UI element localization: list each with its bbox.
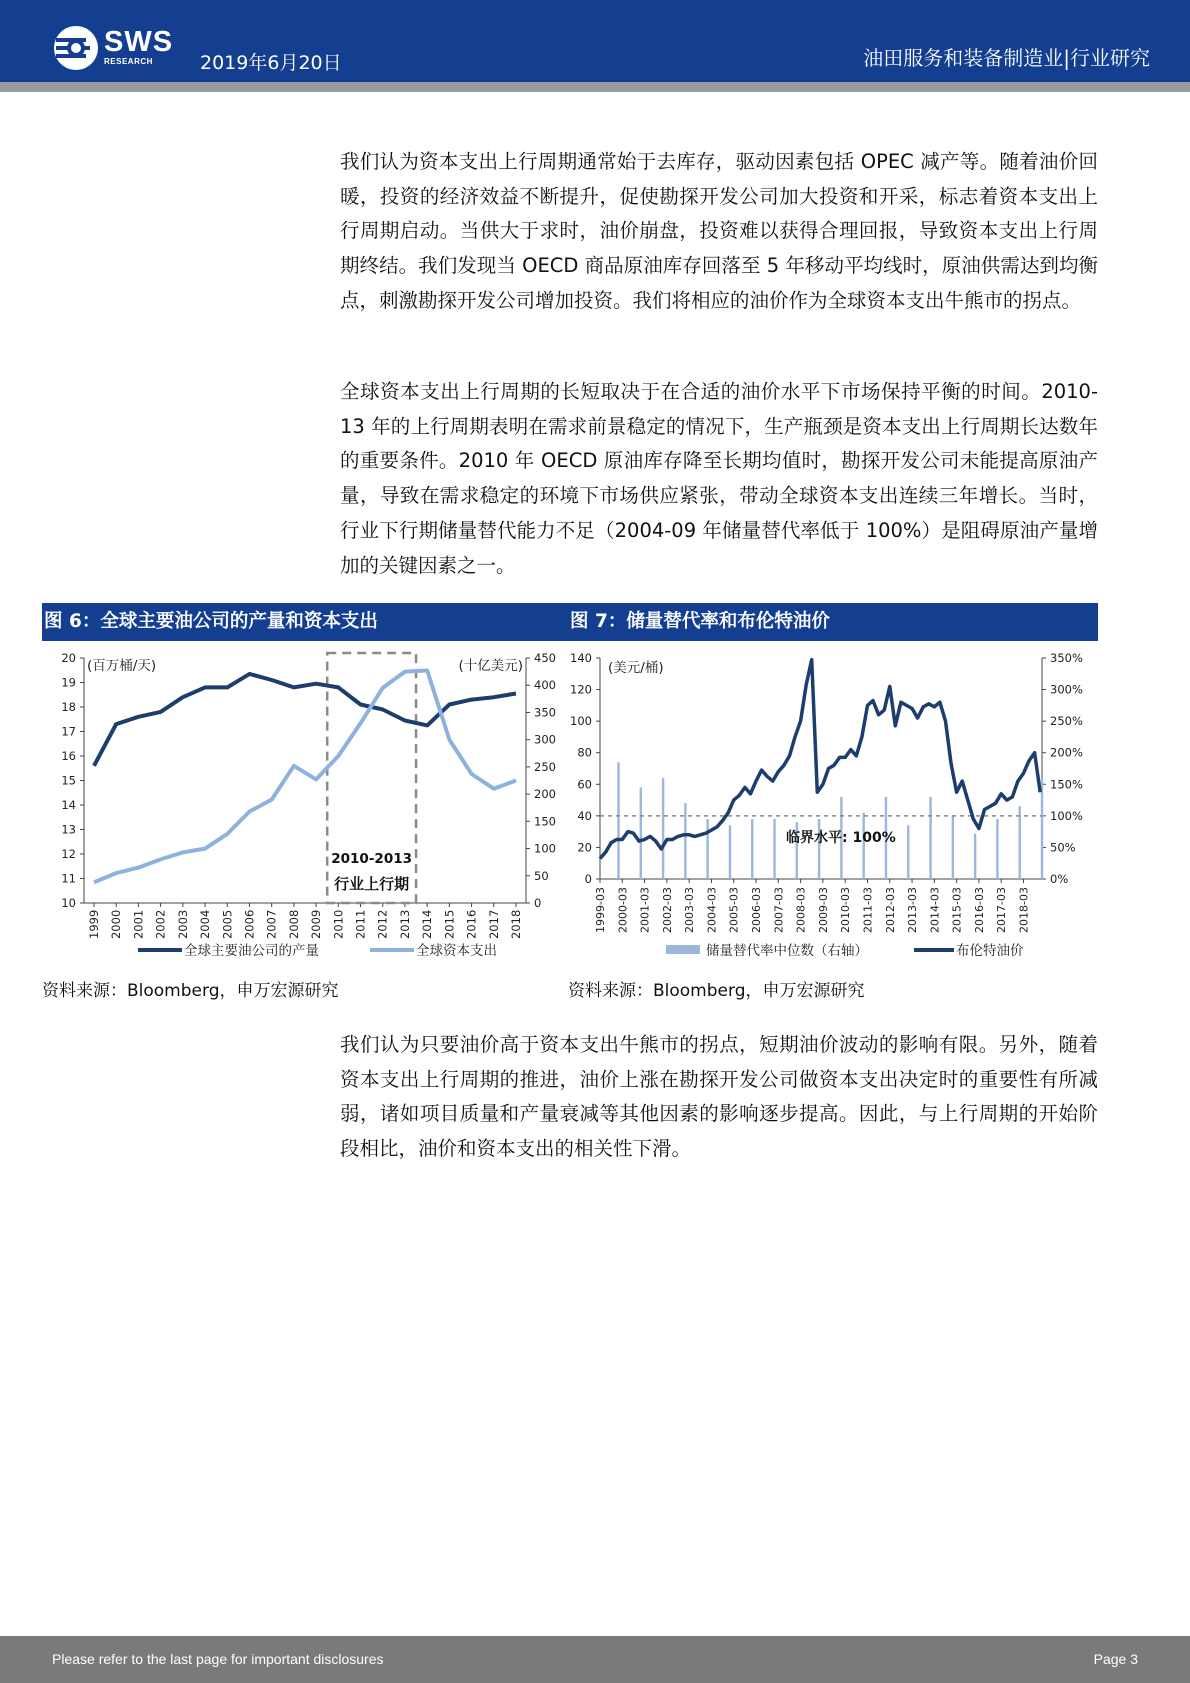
x-tick-label: 2017-03 (995, 887, 1009, 933)
left-tick-label: 100 (570, 714, 592, 729)
legend-label-ratio: 储量替代率中位数（右轴） (706, 943, 868, 959)
right-tick-label: 250% (1050, 714, 1083, 729)
x-tick-label: 2014-03 (928, 887, 942, 933)
replacement-ratio-bar (617, 762, 619, 879)
right-tick-label: 100 (534, 841, 556, 856)
left-axis-unit: (美元/桶) (608, 660, 664, 676)
x-tick-label: 2013 (397, 909, 412, 939)
right-tick-label: 200 (534, 787, 556, 802)
replacement-ratio-bar (773, 819, 775, 879)
x-tick-label: 2006-03 (750, 887, 764, 933)
right-tick-label: 400 (534, 678, 556, 693)
figure-6-source: 资料来源：Bloomberg，申万宏源研究 (42, 981, 339, 1001)
figure-7-title: 图 7：储量替代率和布伦特油价 (568, 603, 1098, 641)
x-tick-label: 2004 (198, 909, 213, 939)
x-tick-label: 1999-03 (594, 887, 607, 933)
x-tick-label: 2013-03 (906, 887, 920, 933)
x-tick-label: 2000-03 (616, 887, 630, 933)
report-date: 2019年6月20日 (200, 52, 342, 74)
replacement-ratio-bar (1041, 778, 1043, 879)
upcycle-label-text: 行业上行期 (334, 875, 410, 893)
paragraph-2: 全球资本支出上行周期的长短取决于在合适的油价水平下市场保持平衡的时间。2010-13 年的上行周期表明在需求前景稳定的情况下，生产瓶颈是资本支出上行周期长达数年的重要条件。2010 年 OECD 原油库存降至长期均值时，勘探开发公司未能提高原油产量，导致在需求稳定的环境下市场供应紧张，带动全球资本支出连续三年增长。当时，行业下行期储量替代能力不足（2004-09 年储量替代率低于 100%）是阻碍原油产量增加的关键因素之一。 (340, 380, 1098, 577)
left-tick-label: 60 (577, 777, 592, 792)
replacement-ratio-bar (729, 825, 731, 879)
left-tick-label: 19 (61, 675, 76, 690)
replacement-ratio-bar (684, 803, 686, 879)
logo-wordmark: SWS (104, 26, 174, 58)
x-tick-label: 2002-03 (660, 887, 674, 933)
x-tick-label: 2009 (309, 909, 324, 939)
page-header (0, 0, 1190, 82)
left-axis-unit: (百万桶/天) (87, 658, 157, 674)
legend-swatch-ratio (666, 945, 700, 954)
replacement-ratio-bar (996, 819, 998, 879)
replacement-ratio-bar (929, 797, 931, 879)
left-tick-label: 120 (570, 682, 592, 697)
x-tick-label: 2011 (353, 909, 368, 939)
left-tick-label: 17 (61, 724, 76, 739)
x-tick-label: 2018 (509, 909, 523, 939)
x-tick-label: 2001 (131, 909, 146, 939)
right-tick-label: 450 (534, 651, 556, 665)
left-tick-label: 80 (577, 745, 592, 760)
right-axis-unit: (十亿美元) (458, 658, 523, 674)
right-tick-label: 300 (534, 732, 556, 747)
production-series-line (94, 674, 516, 766)
left-tick-label: 16 (61, 749, 76, 763)
x-tick-label: 2000 (109, 909, 124, 939)
x-tick-label: 2012 (375, 909, 390, 939)
paragraph-3: 我们认为只要油价高于资本支出牛熊市的拐点，短期油价波动的影响有限。另外，随着资本支出上行周期的推进，油价上涨在勘探开发公司做资本支出决定时的重要性有所减弱，诸如项目质量和产量衰减等其他因素的影响逐步提高。因此，与上行周期的开始阶段相比，油价和资本支出的相关性下滑。 (340, 1033, 1098, 1161)
critical-level-label: 临界水平: 100% (786, 829, 896, 846)
x-tick-label: 2007 (264, 909, 279, 939)
right-tick-label: 200% (1050, 745, 1083, 760)
replacement-ratio-bar (706, 819, 708, 879)
right-tick-label: 0 (534, 896, 542, 910)
replacement-ratio-bar (640, 787, 642, 879)
x-tick-label: 2008 (286, 909, 301, 939)
legend-label-capex: 全球资本支出 (416, 943, 497, 959)
x-tick-label: 2003-03 (683, 887, 697, 933)
upcycle-label-years: 2010-2013 (331, 851, 413, 867)
figure-6-title: 图 6：全球主要油公司的产量和资本支出 (42, 603, 568, 641)
page-number: Page 3 (1093, 1651, 1138, 1667)
x-tick-label: 2003 (175, 909, 190, 939)
left-tick-label: 140 (570, 651, 592, 665)
left-tick-label: 20 (577, 840, 592, 855)
x-tick-label: 2012-03 (883, 887, 897, 933)
x-tick-label: 1999 (87, 909, 101, 939)
x-tick-label: 2018-03 (1017, 887, 1031, 933)
right-tick-label: 350 (534, 705, 556, 720)
paragraph-1: 我们认为资本支出上行周期通常始于去库存，驱动因素包括 OPEC 减产等。随着油价回暖，投资的经济效益不断提升，促使勘探开发公司加大投资和开采，标志着资本支出上行周期启动。当供大于求时，油价崩盘，投资难以获得合理回报，导致资本支出上行周期终结。我们发现当 OECD 商品原油库存回落至 5 年移动平均线时，原油供需达到均衡点，刺激勘探开发公司增加投资。我们将相应的油价作为全球资本支出牛熊市的拐点。 (340, 150, 1098, 312)
legend-label-production: 全球主要油公司的产量 (184, 943, 319, 959)
replacement-ratio-bar (907, 825, 909, 879)
x-tick-label: 2005-03 (727, 887, 741, 933)
left-tick-label: 14 (61, 798, 76, 812)
right-tick-label: 250 (534, 759, 556, 774)
left-tick-label: 12 (61, 847, 76, 861)
right-tick-label: 300% (1050, 682, 1083, 697)
x-tick-label: 2008-03 (794, 887, 808, 933)
left-tick-label: 13 (61, 822, 76, 837)
right-tick-label: 50 (534, 868, 549, 883)
x-tick-label: 2011-03 (861, 887, 875, 933)
x-tick-label: 2010 (331, 909, 346, 939)
x-tick-label: 2001-03 (638, 887, 652, 933)
replacement-ratio-bar (818, 819, 820, 879)
x-tick-label: 2017 (486, 909, 501, 939)
figure-7-chart (568, 646, 1098, 970)
x-tick-label: 2007-03 (772, 887, 786, 933)
header-divider (0, 82, 1190, 92)
left-tick-label: 20 (61, 651, 76, 665)
x-tick-label: 2015-03 (950, 887, 964, 933)
left-tick-label: 11 (61, 871, 76, 886)
x-tick-label: 2009-03 (816, 887, 830, 933)
replacement-ratio-bar (662, 778, 664, 879)
replacement-ratio-bar (952, 816, 954, 879)
logo-subtitle: RESEARCH (104, 57, 153, 66)
x-tick-label: 2014 (420, 909, 435, 939)
right-tick-label: 350% (1050, 651, 1083, 665)
x-tick-label: 2016-03 (972, 887, 986, 933)
right-tick-label: 100% (1050, 808, 1083, 823)
x-tick-label: 2006 (242, 909, 257, 939)
replacement-ratio-bar (1019, 806, 1021, 879)
figure-7-source: 资料来源：Bloomberg，申万宏源研究 (568, 981, 865, 1001)
report-title: 油田服务和装备制造业|行业研究 (863, 46, 1150, 70)
left-tick-label: 18 (61, 700, 76, 714)
page-footer (0, 1636, 1190, 1683)
left-tick-label: 10 (61, 896, 76, 910)
x-tick-label: 2002 (153, 909, 168, 939)
right-tick-label: 0% (1050, 872, 1069, 886)
sws-logo-icon (50, 24, 102, 72)
replacement-ratio-bar (751, 819, 753, 879)
left-tick-label: 0 (584, 872, 592, 886)
left-tick-label: 15 (61, 773, 76, 788)
x-tick-label: 2016 (464, 909, 479, 939)
replacement-ratio-bar (974, 834, 976, 879)
left-tick-label: 40 (577, 808, 592, 823)
x-tick-label: 2010-03 (839, 887, 853, 933)
figure-6-chart (42, 646, 568, 970)
x-tick-label: 2004-03 (705, 887, 719, 933)
right-tick-label: 150% (1050, 777, 1083, 792)
right-tick-label: 50% (1050, 840, 1076, 855)
x-tick-label: 2005 (220, 909, 235, 939)
x-tick-label: 2015 (442, 909, 457, 939)
right-tick-label: 150 (534, 814, 556, 829)
legend-label-brent: 布伦特油价 (956, 943, 1024, 959)
disclosure-note: Please refer to the last page for important disclosures (52, 1651, 384, 1667)
